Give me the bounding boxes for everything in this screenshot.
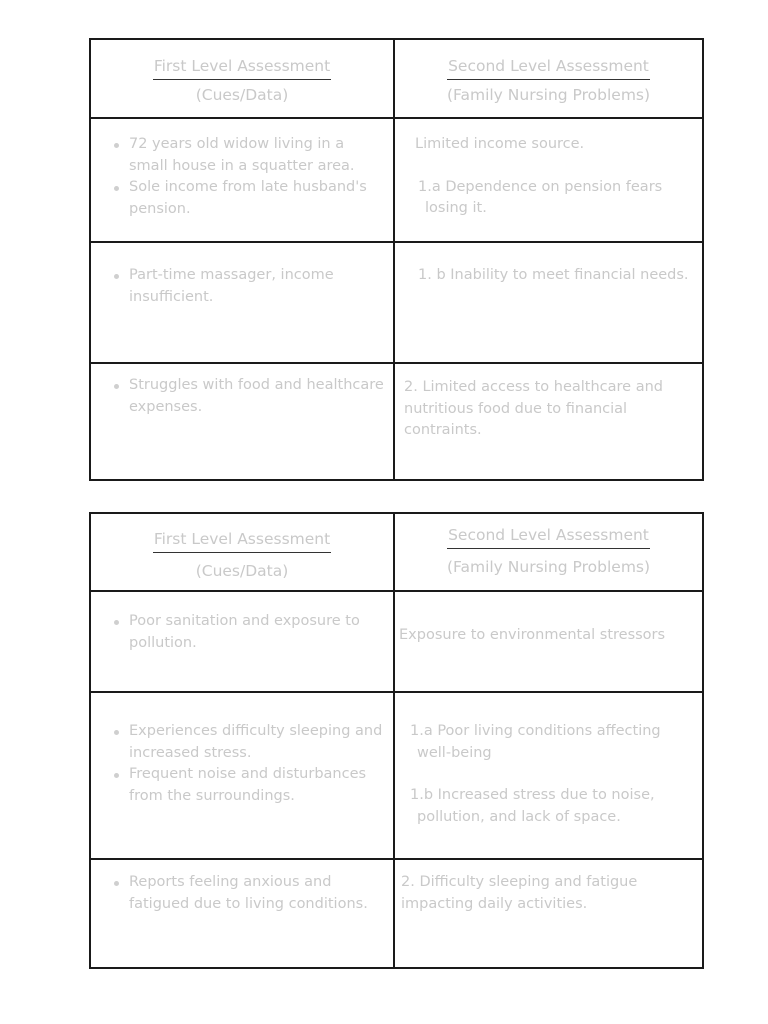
cues-cell xyxy=(91,243,395,364)
header-title: Second Level Assessment xyxy=(447,54,650,80)
problem-item: 1. b Inability to meet financial needs. xyxy=(418,267,689,283)
header-first-level xyxy=(91,40,395,119)
header-first-level xyxy=(91,514,395,592)
cue-item: Reports feeling anxious and fatigued due to living conditions. xyxy=(91,872,387,915)
problems-cell xyxy=(395,243,702,364)
problems-cell xyxy=(395,364,702,479)
cue-item: Part-time massager, income insufficient. xyxy=(91,265,387,308)
header-subtitle: (Family Nursing Problems) xyxy=(446,86,651,104)
cues-cell xyxy=(91,592,395,693)
problem-item: 1.a Dependence on pension fears losing it. xyxy=(418,178,663,216)
cues-cell xyxy=(91,693,395,860)
problems-cell xyxy=(395,860,702,967)
problem-item: Exposure to environmental stressors xyxy=(399,627,666,643)
header-second-level xyxy=(395,514,702,592)
header-subtitle: (Cues/Data) xyxy=(195,562,289,580)
assessment-table-1 xyxy=(89,38,704,481)
cue-item: Sole income from late husband's pension. xyxy=(91,177,387,220)
problem-item: 1.a Poor living conditions affecting well-being xyxy=(410,723,661,761)
cues-cell xyxy=(91,860,395,967)
header-title: Second Level Assessment xyxy=(447,523,650,549)
header-subtitle: (Cues/Data) xyxy=(195,86,289,104)
problem-item: 1.b Increased stress due to noise, pollution, and lack of space. xyxy=(410,787,655,825)
cues-list xyxy=(91,134,387,220)
header-subtitle: (Family Nursing Problems) xyxy=(446,558,651,576)
cues-cell xyxy=(91,119,395,243)
cues-list xyxy=(91,872,387,915)
problems-cell xyxy=(395,119,702,243)
problem-item: 2. Limited access to healthcare and nutritious food due to financial contraints. xyxy=(404,379,663,438)
cue-item: Frequent noise and disturbances from the surroundings. xyxy=(91,764,387,807)
problem-item: Limited income source. xyxy=(415,136,585,152)
cues-list xyxy=(91,611,387,654)
cue-item: Poor sanitation and exposure to pollution. xyxy=(91,611,387,654)
cue-item: 72 years old widow living in a small house in a squatter area. xyxy=(91,134,387,177)
problem-item: 2. Difficulty sleeping and fatigue impacting daily activities. xyxy=(401,874,638,912)
cues-list xyxy=(91,375,387,418)
problems-cell xyxy=(395,592,702,693)
header-title: First Level Assessment xyxy=(153,527,331,553)
cues-list xyxy=(91,265,387,308)
cues-list xyxy=(91,721,387,807)
header-title: First Level Assessment xyxy=(153,54,331,80)
cue-item: Struggles with food and healthcare expenses. xyxy=(91,375,387,418)
cue-item: Experiences difficulty sleeping and increased stress. xyxy=(91,721,387,764)
assessment-table-2 xyxy=(89,512,704,969)
problems-cell xyxy=(395,693,702,860)
header-second-level xyxy=(395,40,702,119)
cues-cell xyxy=(91,364,395,479)
